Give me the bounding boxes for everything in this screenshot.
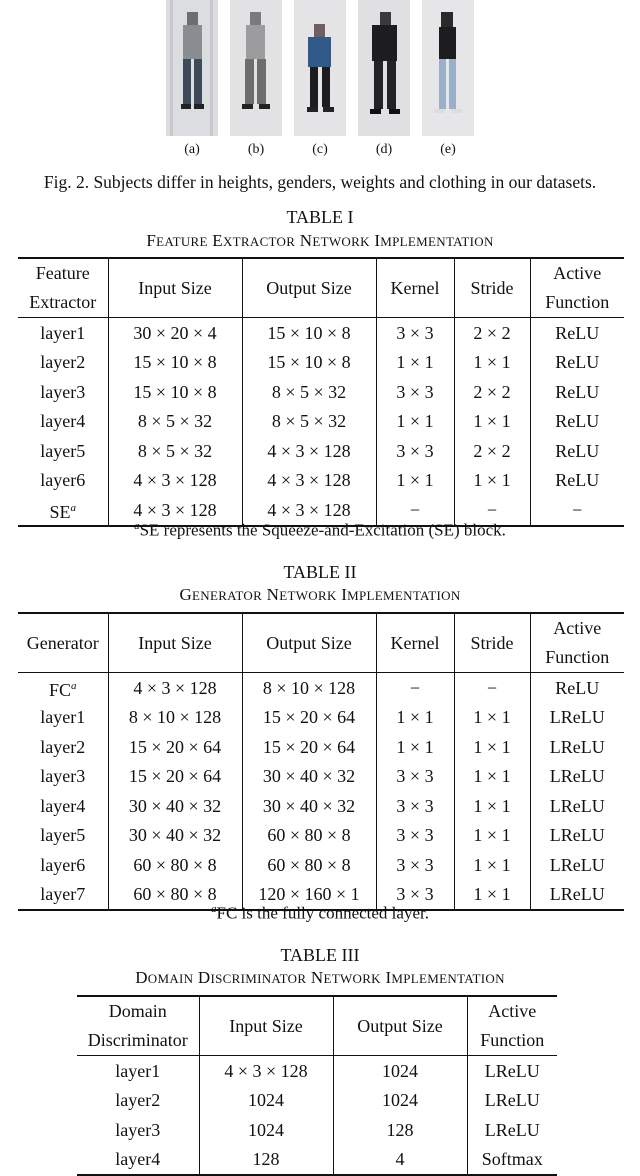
table1-header-cell: Input Size xyxy=(108,258,242,318)
table-cell: 15 × 20 × 64 xyxy=(242,703,376,733)
table-cell: 1024 xyxy=(333,1086,467,1116)
table1-title: TABLE I xyxy=(286,207,354,227)
table1-header-cell: Active Function xyxy=(530,258,624,318)
table-cell: 15 × 10 × 8 xyxy=(108,377,242,407)
table-cell: 4 × 3 × 128 xyxy=(108,466,242,496)
table2 xyxy=(18,612,624,911)
table2-fc-name: $FC^a$ xyxy=(18,673,108,703)
table-cell: 30 × 40 × 32 xyxy=(108,821,242,851)
table-cell: 8 × 5 × 32 xyxy=(242,377,376,407)
table-row xyxy=(18,791,624,821)
table-cell: 1 × 1 xyxy=(454,850,530,880)
table-cell: 3 × 3 xyxy=(376,436,454,466)
table-cell: layer6 xyxy=(40,470,86,491)
table-cell: 1 × 1 xyxy=(454,348,530,378)
table1-footnote: $^a$SE represents the Squeeze-and-Excitation (SE) block. xyxy=(134,520,506,540)
photo-label-a: (a) xyxy=(184,142,200,157)
table2-header-row xyxy=(18,613,624,673)
subject-photo-d xyxy=(358,0,410,136)
table-cell: 60 × 80 × 8 xyxy=(108,880,242,911)
table-cell: 1 × 1 xyxy=(376,732,454,762)
photo-label-c: (c) xyxy=(312,142,328,157)
table-row xyxy=(18,318,624,348)
table-cell: 15 × 10 × 8 xyxy=(242,348,376,378)
table-cell: 15 × 20 × 64 xyxy=(242,732,376,762)
table-cell: 8 × 10 × 128 xyxy=(108,703,242,733)
subject-photo-b xyxy=(230,0,282,136)
table3-header-cell: Output Size xyxy=(333,996,467,1056)
table-cell: 4 × 3 × 128 xyxy=(199,1056,333,1086)
table2-header-cell: Stride xyxy=(454,613,530,673)
table-cell: 2 × 2 xyxy=(454,318,530,348)
table-cell: 1024 xyxy=(199,1086,333,1116)
table-cell: 1 × 1 xyxy=(454,703,530,733)
table-cell: 1 × 1 xyxy=(454,762,530,792)
figure-2-photos xyxy=(166,0,474,160)
table1-header-row xyxy=(18,258,624,318)
table-row xyxy=(77,1115,557,1145)
table-cell: layer4 xyxy=(40,795,86,816)
table-cell: 4 × 3 × 128 xyxy=(242,495,376,526)
table-cell: 60 × 80 × 8 xyxy=(242,850,376,880)
table-cell: 8 × 5 × 32 xyxy=(242,407,376,437)
table-cell: 3 × 3 xyxy=(376,850,454,880)
table-cell: layer5 xyxy=(40,825,86,846)
table2-title: TABLE II xyxy=(283,562,357,582)
table-cell: − xyxy=(376,495,454,526)
table-cell: 3 × 3 xyxy=(376,791,454,821)
table-cell: layer1 xyxy=(77,1056,199,1086)
table-cell: 1 × 1 xyxy=(376,466,454,496)
table-cell: 1 × 1 xyxy=(454,466,530,496)
table-cell: 3 × 3 xyxy=(376,880,454,911)
table-cell: ReLU xyxy=(530,673,624,703)
table-row xyxy=(18,436,624,466)
table-cell: ReLU xyxy=(530,407,624,437)
subject-photo-c xyxy=(294,0,346,136)
table-row xyxy=(18,703,624,733)
table-cell: − xyxy=(454,495,530,526)
table-cell: ReLU xyxy=(530,436,624,466)
table-cell: ReLU xyxy=(530,377,624,407)
table-cell: LReLU xyxy=(530,880,624,911)
table-cell: ReLU xyxy=(530,318,624,348)
table2-header-cell: Input Size xyxy=(108,613,242,673)
figure-caption: Fig. 2. Subjects differ in heights, genders, weights and clothing in our datasets. xyxy=(43,172,597,192)
table1-header-cell: Stride xyxy=(454,258,530,318)
table-row xyxy=(18,850,624,880)
table-cell: 4 × 3 × 128 xyxy=(108,495,242,526)
table-cell: layer1 xyxy=(18,318,108,348)
table-cell: layer5 xyxy=(40,440,86,461)
table-row xyxy=(18,348,624,378)
table-cell: 1 × 1 xyxy=(454,407,530,437)
table-cell: 15 × 20 × 64 xyxy=(108,762,242,792)
table1-header-cell: Feature Extractor xyxy=(18,258,108,318)
table-cell: LReLU xyxy=(530,703,624,733)
table-cell: 4 × 3 × 128 xyxy=(108,673,242,703)
table-cell: 8 × 10 × 128 xyxy=(242,673,376,703)
table-cell: 2 × 2 xyxy=(454,377,530,407)
table-cell: 60 × 80 × 8 xyxy=(242,821,376,851)
table3 xyxy=(77,995,557,1176)
table-cell: 15 × 10 × 8 xyxy=(108,348,242,378)
table-cell: 3 × 3 xyxy=(376,377,454,407)
table2-header-cell: Kernel xyxy=(376,613,454,673)
table-row xyxy=(77,1056,557,1086)
table-cell: 3 × 3 xyxy=(376,821,454,851)
table-cell: ReLU xyxy=(530,348,624,378)
table-cell: LReLU xyxy=(467,1115,557,1145)
table-cell: layer6 xyxy=(40,854,86,875)
table-cell: 1024 xyxy=(333,1056,467,1086)
table3-subtitle: DOMAIN DISCRIMINATOR NETWORK IMPLEMENTATION xyxy=(135,968,505,987)
table-cell: LReLU xyxy=(530,821,624,851)
table-row xyxy=(77,1086,557,1116)
table-cell: layer3 xyxy=(115,1119,161,1140)
table-cell: 120 × 160 × 1 xyxy=(242,880,376,911)
table-cell: LReLU xyxy=(530,732,624,762)
table1 xyxy=(18,257,624,527)
table-cell: 1024 xyxy=(199,1115,333,1145)
table2-header-cell: Generator xyxy=(18,613,108,673)
table-cell: − xyxy=(376,673,454,703)
table-cell: 60 × 80 × 8 xyxy=(108,850,242,880)
table3-header-cell: Input Size xyxy=(199,996,333,1056)
table3-header-row xyxy=(77,996,557,1056)
table1-subtitle: FEATURE EXTRACTOR NETWORK IMPLEMENTATION xyxy=(146,231,494,250)
table-cell: 128 xyxy=(199,1145,333,1176)
table-cell: 1 × 1 xyxy=(376,407,454,437)
table-cell: 2 × 2 xyxy=(454,436,530,466)
table-row xyxy=(18,762,624,792)
table-cell: 4 xyxy=(333,1145,467,1176)
table-cell: − xyxy=(454,673,530,703)
table-cell: 15 × 20 × 64 xyxy=(108,732,242,762)
photo-label-e: (e) xyxy=(440,142,456,157)
table-cell: LReLU xyxy=(530,791,624,821)
table-cell: 1 × 1 xyxy=(454,791,530,821)
table2-header-cell: Active Function xyxy=(530,613,624,673)
table-cell: − xyxy=(530,495,624,526)
table-cell: 1 × 1 xyxy=(376,703,454,733)
table-cell: 4 × 3 × 128 xyxy=(242,466,376,496)
table-cell: LReLU xyxy=(530,850,624,880)
table-row xyxy=(18,466,624,496)
table-cell: 30 × 40 × 32 xyxy=(242,762,376,792)
table-cell: 30 × 40 × 32 xyxy=(108,791,242,821)
subject-photo-a xyxy=(166,0,218,136)
table-row xyxy=(77,1145,557,1176)
table-cell: ReLU xyxy=(530,466,624,496)
table-cell: 3 × 3 xyxy=(376,762,454,792)
table-cell: layer3 xyxy=(40,766,86,787)
table3-header-cell: Domain Discriminator xyxy=(77,996,199,1056)
table-cell: Softmax xyxy=(467,1145,557,1176)
table-cell: layer2 xyxy=(40,352,86,373)
table2-header-cell: Output Size xyxy=(242,613,376,673)
table-cell: 8 × 5 × 32 xyxy=(108,407,242,437)
photo-label-b: (b) xyxy=(247,142,265,157)
table-cell: layer1 xyxy=(40,707,86,728)
table-row xyxy=(18,732,624,762)
table1-header-cell: Output Size xyxy=(242,258,376,318)
table-row xyxy=(18,377,624,407)
table-cell: 3 × 3 xyxy=(376,318,454,348)
table2-subtitle: GENERATOR NETWORK IMPLEMENTATION xyxy=(179,585,461,604)
subject-photo-e xyxy=(422,0,474,136)
table-cell: layer4 xyxy=(40,411,86,432)
table-cell: layer2 xyxy=(115,1090,161,1111)
table-cell: 8 × 5 × 32 xyxy=(108,436,242,466)
table-row xyxy=(18,673,624,703)
table-cell: 1 × 1 xyxy=(454,880,530,911)
table-cell: layer4 xyxy=(77,1145,199,1176)
table-cell: layer7 xyxy=(18,880,108,911)
table-cell: 30 × 40 × 32 xyxy=(242,791,376,821)
table2-footnote: $^a$FC is the fully connected layer. xyxy=(211,903,429,923)
table3-header-cell: Active Function xyxy=(467,996,557,1056)
table-cell: 1 × 1 xyxy=(376,348,454,378)
table1-se-name: $SE^a$ xyxy=(18,495,108,526)
table-cell: 15 × 10 × 8 xyxy=(242,318,376,348)
photo-label-d: (d) xyxy=(375,142,393,157)
table-cell: 4 × 3 × 128 xyxy=(242,436,376,466)
table-cell: layer3 xyxy=(40,381,86,402)
table-cell: LReLU xyxy=(530,762,624,792)
table-cell: 30 × 20 × 4 xyxy=(108,318,242,348)
table-row xyxy=(18,821,624,851)
table-row xyxy=(18,407,624,437)
table-cell: 1 × 1 xyxy=(454,732,530,762)
table1-header-cell: Kernel xyxy=(376,258,454,318)
table3-title: TABLE III xyxy=(280,945,360,965)
table-cell: 128 xyxy=(333,1115,467,1145)
table-cell: LReLU xyxy=(467,1056,557,1086)
table-cell: LReLU xyxy=(467,1086,557,1116)
table-cell: 1 × 1 xyxy=(454,821,530,851)
table-cell: layer2 xyxy=(40,736,86,757)
